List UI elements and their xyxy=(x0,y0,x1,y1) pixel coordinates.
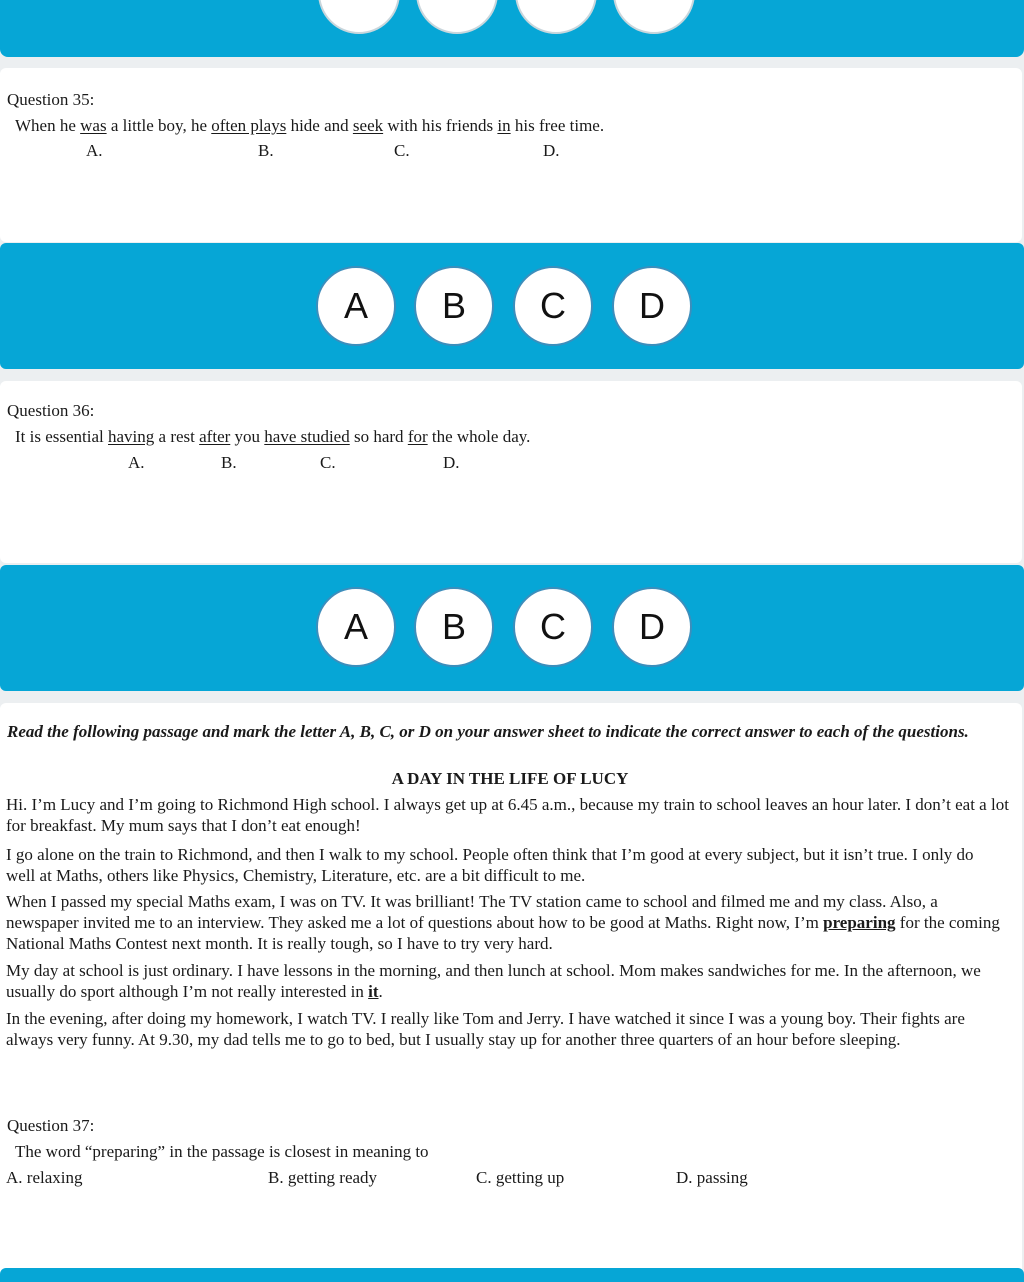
highlighted-word-it: it xyxy=(368,982,379,1001)
passage-paragraph-3: When I passed my special Maths exam, I was on TV. It was brilliant! The TV station came to school and filmed me and my class. Also, a newspaper invited me to an interview. They asked me a lot of questions about how to be good at Maths. Right now, I’m preparing for the coming National Maths Contest next month. It is really tough, so I have to try very hard. xyxy=(6,892,1000,953)
answer-button-c[interactable]: C xyxy=(513,587,593,667)
passage-paragraph-5: In the evening, after doing my homework, I watch TV. I really like Tom and Jerry. I have watched it since I was a young boy. Their fights are always very funny. At 9.30, my dad tells me to go to bed, but I usually stay up for another three quarters of an hour before sleeping. xyxy=(6,1009,965,1049)
answer-button-d-partial[interactable] xyxy=(613,0,695,34)
question-36-card xyxy=(0,381,1022,563)
answer-button-c-partial[interactable] xyxy=(515,0,597,34)
answer-button-a[interactable]: A xyxy=(316,266,396,346)
question-35-card xyxy=(0,68,1022,242)
passage-paragraph-4: My day at school is just ordinary. I have lessons in the morning, and then lunch at school. Mom makes sandwiches for me. In the afternoon, we usually do sport although I’m not really interested in it. xyxy=(6,961,981,1001)
answer-button-d[interactable]: D xyxy=(612,587,692,667)
underlined-part-a: was xyxy=(80,116,107,135)
option-b: B. getting ready xyxy=(268,1168,378,1187)
question-label: Question 36: xyxy=(7,401,95,420)
underlined-part-c: have studied xyxy=(264,427,350,446)
underlined-part-d: in xyxy=(497,116,511,135)
question-37-text: The word “preparing” in the passage is closest in meaning to xyxy=(15,1142,429,1161)
answer-band-next xyxy=(0,1268,1024,1282)
option-d: D. passing xyxy=(676,1168,748,1187)
option-label-d: D. xyxy=(543,141,560,160)
answer-button-b[interactable]: B xyxy=(414,266,494,346)
answer-button-b-partial[interactable] xyxy=(416,0,498,34)
answer-button-a-partial[interactable] xyxy=(318,0,400,34)
answer-band-previous xyxy=(0,0,1024,57)
passage-title: A DAY IN THE LIFE OF LUCY xyxy=(391,769,629,788)
passage-paragraph-2: I go alone on the train to Richmond, and then I walk to my school. People often think that I’m good at every subject, but it isn’t true. I only do well at Maths, others like Physics, Chemistry, Literature, etc. are a bit difficult to me. xyxy=(6,845,974,885)
question-37-label: Question 37: xyxy=(7,1116,95,1135)
option-label-b: B. xyxy=(258,141,274,160)
option-label-c: C. xyxy=(320,453,336,472)
answer-band-q35 xyxy=(0,243,1024,369)
option-a: A. relaxing xyxy=(6,1168,83,1187)
answer-button-b[interactable]: B xyxy=(414,587,494,667)
option-label-d: D. xyxy=(443,453,460,472)
answer-button-a[interactable]: A xyxy=(316,587,396,667)
option-label-c: C. xyxy=(394,141,410,160)
underlined-part-d: for xyxy=(407,427,428,446)
option-label-a: A. xyxy=(86,141,103,160)
answer-band-q36 xyxy=(0,565,1024,691)
answer-button-c[interactable]: C xyxy=(513,266,593,346)
passage-paragraph-1: Hi. I’m Lucy and I’m going to Richmond High school. I always get up at 6.45 a.m., because my train to school leaves an hour later. I don’t eat a lot for breakfast. My mum says that I don’t eat enough! xyxy=(6,795,1009,835)
question-label: Question 35: xyxy=(7,90,95,109)
underlined-part-b: after xyxy=(199,427,231,446)
highlighted-word-preparing: preparing xyxy=(823,913,896,932)
passage-instruction: Read the following passage and mark the letter A, B, C, or D on your answer sheet to indicate the correct answer to each of the questions. xyxy=(7,722,969,741)
option-label-a: A. xyxy=(128,453,145,472)
option-c: C. getting up xyxy=(476,1168,565,1187)
option-label-b: B. xyxy=(221,453,237,472)
question-sentence: It is essential having a rest after you have studied so hard for the whole day. xyxy=(15,427,531,446)
answer-button-d[interactable]: D xyxy=(612,266,692,346)
underlined-part-a: having xyxy=(108,427,155,446)
question-sentence: When he was a little boy, he often plays hide and seek with his friends in his free time. xyxy=(15,116,605,135)
passage-card xyxy=(0,703,1022,1278)
underlined-part-c: seek xyxy=(352,116,384,135)
underlined-part-b: often plays xyxy=(211,116,287,135)
